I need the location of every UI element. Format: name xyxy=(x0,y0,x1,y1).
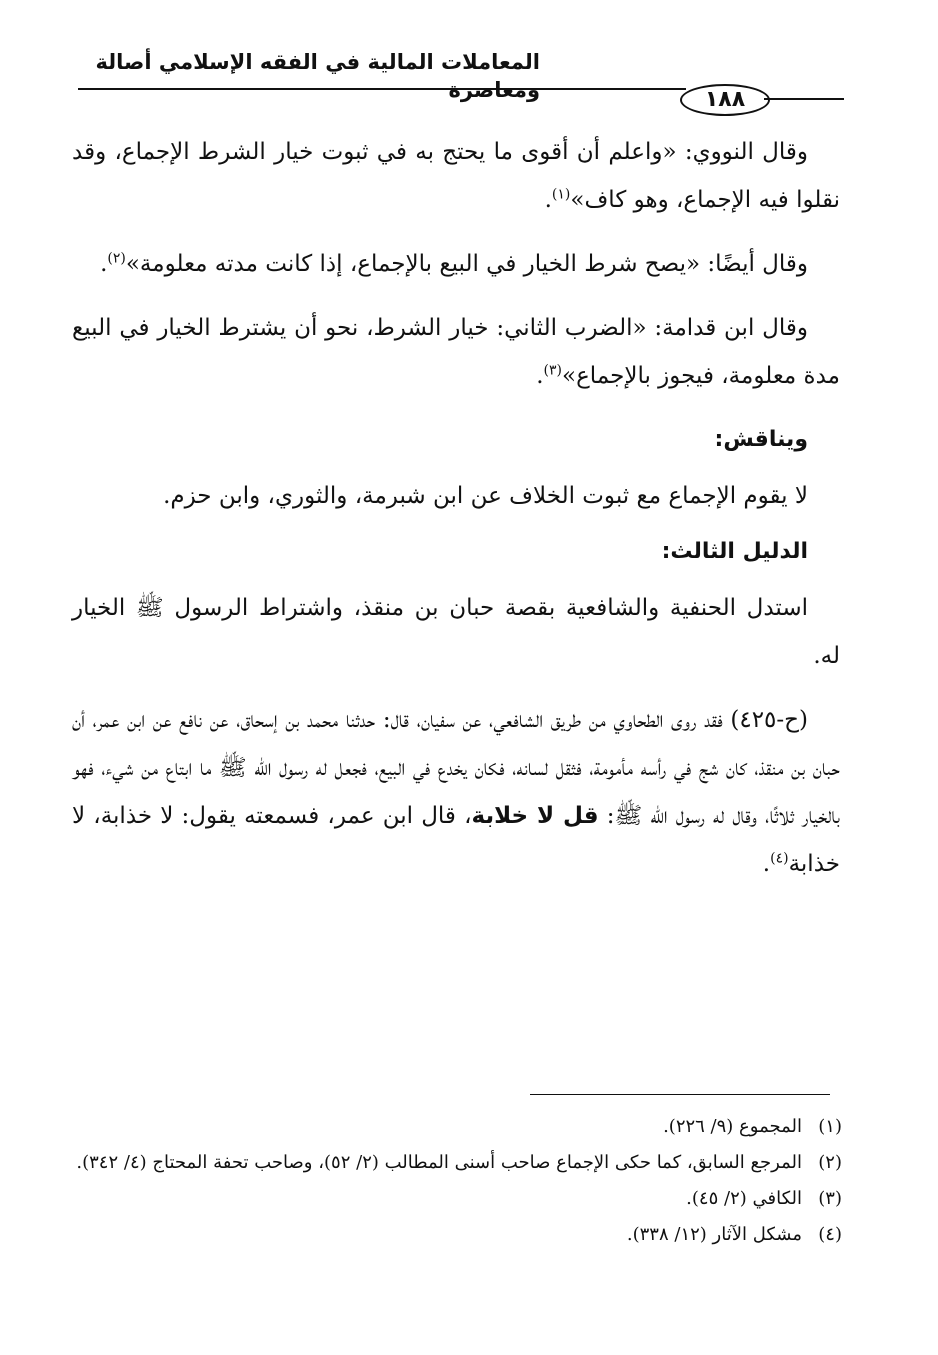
footnotes xyxy=(66,1110,842,1254)
footnote-item xyxy=(66,1218,842,1252)
paragraph-text: (ح-٤٢٥) فقد روى الطحاوي من طريق الشافعي، عن سفيان، قال: حدثنا محمد بن إسحاق، عن نافع عن ابن عمر، أن حبان بن منقذ، كان شج في رأسه مأمومة، فثقل لسانه، فكان يخدع في البيع، فجعل له رسول الله ﷺ ما ابتاع من شيء، فهو بالخيار ثلاثًا، وقال له رسول الله ﷺ: xyxy=(72,707,840,829)
paragraph-nawawi-2: وقال أيضًا: «يصح شرط الخيار في البيع بالإجماع، إذا كانت مدته معلومة»$^{(٢)}$. xyxy=(100,250,808,277)
footnote-number: (٢) xyxy=(818,1152,842,1173)
footnote-item xyxy=(66,1182,842,1216)
page-number: ١٨٨ xyxy=(680,84,770,116)
running-title: المعاملات المالية في الفقه الإسلامي أصالة ومعاصرة xyxy=(95,50,540,102)
section-heading-discussion: ويناقش: xyxy=(714,427,808,452)
paragraph-text: وقال النووي: «واعلم أن أقوى ما يحتج به في ثبوت خيار الشرط الإجماع، وقد نقلوا فيه الإجماع، وهو كاف» xyxy=(72,139,840,213)
paragraph-nawawi: وقال النووي: «واعلم أن أقوى ما يحتج به في ثبوت خيار الشرط الإجماع، وقد نقلوا فيه الإجماع، وهو كاف»$^{(١)}$. xyxy=(72,139,840,213)
paragraph-hadith: (ح-٤٢٥) فقد روى الطحاوي من طريق الشافعي، عن سفيان، قال: حدثنا محمد بن إسحاق، عن نافع عن ابن عمر، أن حبان بن منقذ، كان شج في رأسه مأمومة، فثقل لسانه، فكان يخدع في البيع، فجعل له رسول الله ﷺ ما ابتاع من شيء، فهو بالخيار ثلاثًا، وقال له رسول الله ﷺ: قل لا خلابة، قال ابن عمر، فسمعته يقول: لا خذابة، لا خذابة$^{(٤)}$. xyxy=(72,707,840,877)
footnote-ref: (٤) xyxy=(770,850,789,867)
paragraph-text: ، قال ابن عمر، فسمعته يقول: لا خذابة، لا خذابة xyxy=(72,803,840,877)
footnote-ref: (٣) xyxy=(543,362,563,379)
footnote-number: (٤) xyxy=(818,1224,842,1245)
paragraph-ibn-qudama: وقال ابن قدامة: «الضرب الثاني: خيار الشرط، نحو أن يشترط الخيار في البيع مدة معلومة، فيجوز بالإجماع»$^{(٣)}$. xyxy=(72,315,840,389)
footnote-number: (١) xyxy=(818,1116,842,1137)
paragraph-evidence: استدل الحنفية والشافعية بقصة حبان بن منقذ، واشتراط الرسول ﷺ الخيار له. xyxy=(72,595,840,669)
footnote-ref: (٢) xyxy=(107,250,126,267)
footnote-separator xyxy=(530,1094,830,1095)
section-heading-third-evidence: الدليل الثالث: xyxy=(661,539,808,564)
paragraph-text: وقال ابن قدامة: «الضرب الثاني: خيار الشرط، نحو أن يشترط الخيار في البيع مدة معلومة، فيجوز بالإجماع» xyxy=(72,315,840,389)
footnote-item xyxy=(66,1110,842,1144)
paragraph-discussion: لا يقوم الإجماع مع ثبوت الخلاف عن ابن شبرمة، والثوري، وابن حزم. xyxy=(163,483,808,509)
header-rule xyxy=(78,88,686,90)
footnote-text: مشكل الآثار (١٢/ ٣٣٨). xyxy=(626,1224,802,1245)
footnote-text: المجموع (٩/ ٢٢٦). xyxy=(663,1116,802,1137)
main-text xyxy=(72,128,840,904)
footnote-ref: (١) xyxy=(551,186,571,203)
footnote-item xyxy=(66,1146,842,1180)
paragraph-text: وقال أيضًا: «يصح شرط الخيار في البيع بالإجماع، إذا كانت مدته معلومة» xyxy=(125,251,808,277)
emphasized-text: قل لا خلابة xyxy=(471,803,599,829)
header-rule-right xyxy=(764,98,844,100)
footnote-text: المرجع السابق، كما حكى الإجماع صاحب أسنى المطالب (٢/ ٥٢)، وصاحب تحفة المحتاج (٤/ ٣٤٢). xyxy=(76,1152,802,1173)
footnote-text: الكافي (٢/ ٤٥). xyxy=(686,1188,802,1209)
footnote-number: (٣) xyxy=(818,1188,842,1209)
